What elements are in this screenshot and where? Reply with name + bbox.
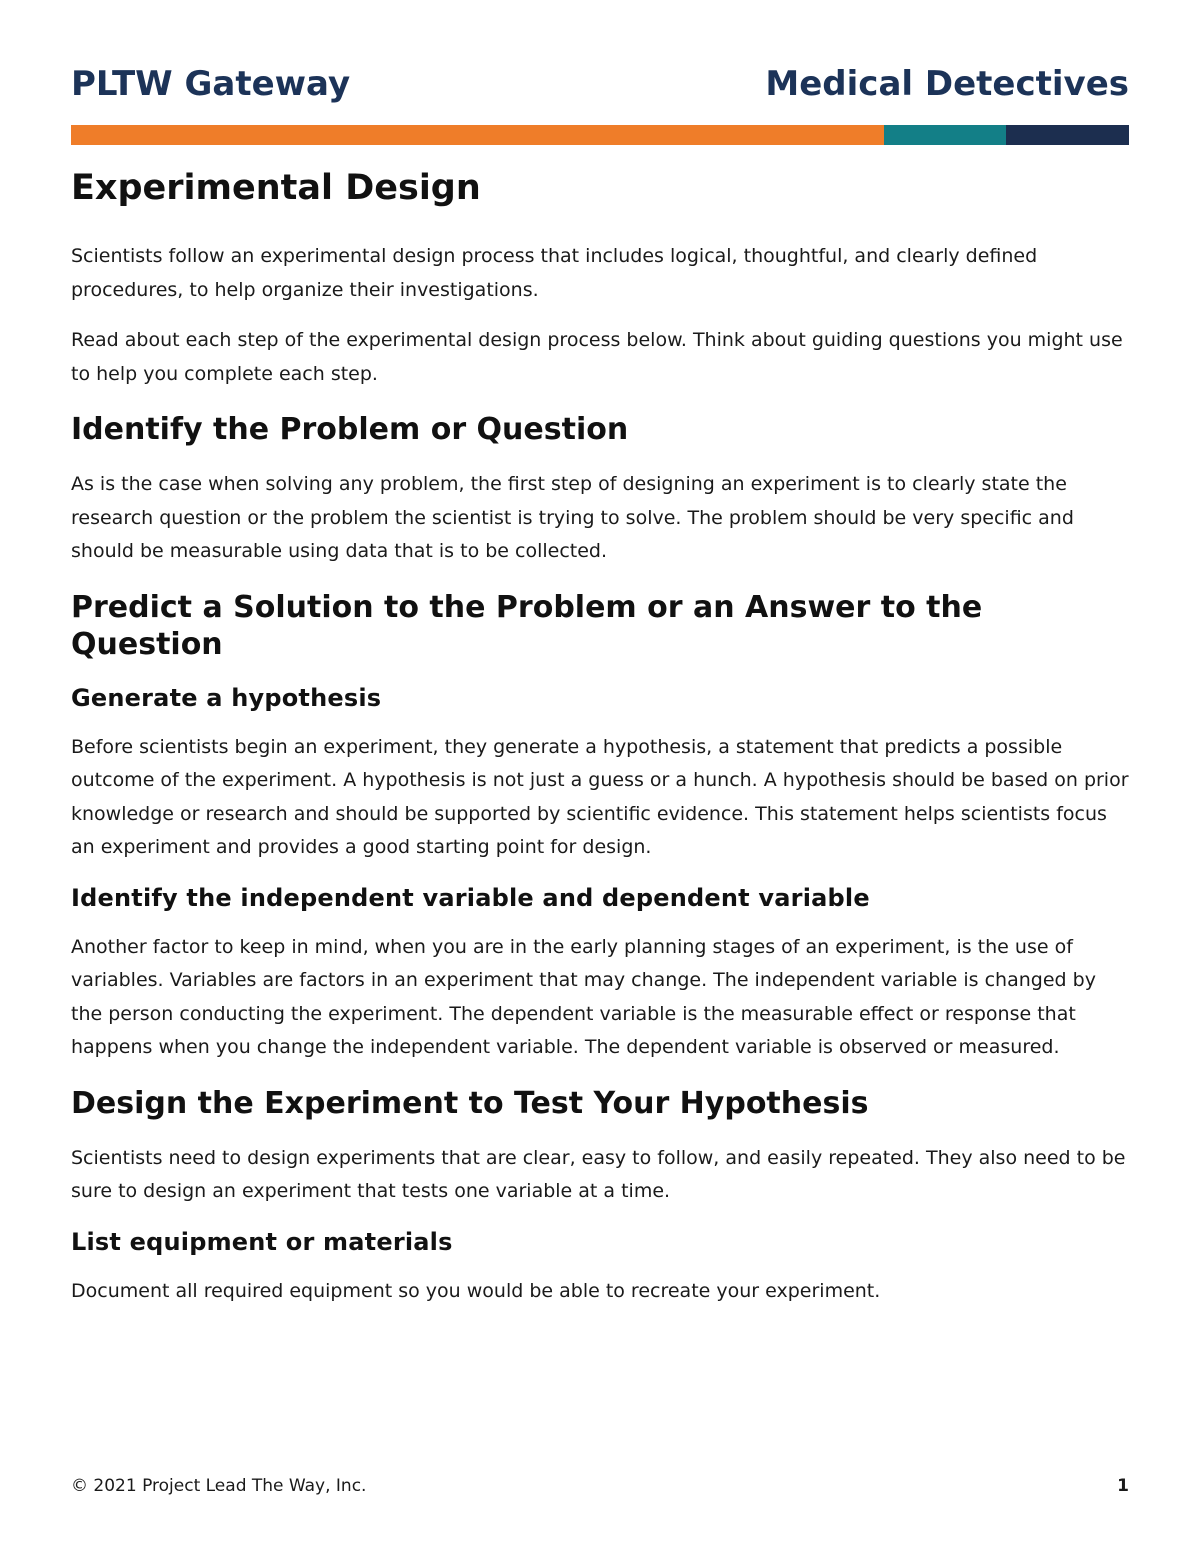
page-header [71, 62, 1129, 106]
header-bar-teal [884, 125, 1006, 145]
header-bar-orange [71, 125, 884, 145]
subsection-heading: Generate a hypothesis [71, 683, 382, 712]
header-bar-navy [1006, 125, 1129, 145]
section-heading: Identify the Problem or Question [71, 412, 629, 447]
page-number: 1 [1117, 1476, 1129, 1496]
document-page [71, 0, 1129, 1553]
document-content [71, 166, 1129, 1325]
section-paragraph: Before scientists begin an experiment, they generate a hypothesis, a statement that predicts a possible outcome of the experiment. A hypothesis is not just a guess or a hunch. A hypothesis should be based on prior knowledge or research and should be supported by scientific evidence. This statement helps scientists focus an experiment and provides a good starting point for design. [71, 735, 1129, 858]
copyright-notice: © 2021 Project Lead The Way, Inc. [71, 1476, 367, 1496]
section-paragraph: Document all required equipment so you would be able to recreate your experiment. [71, 1279, 881, 1302]
section-heading: Predict a Solution to the Problem or an Answer to the Question [71, 589, 983, 662]
section-paragraph: As is the case when solving any problem, the first step of designing an experiment is to clearly state the research question or the problem the scientist is trying to solve. The problem should be very specific and should be measurable using data that is to be collected. [71, 473, 1074, 562]
course-title: PLTW Gateway [71, 64, 351, 104]
unit-title: Medical Detectives [765, 64, 1129, 104]
section-paragraph: Scientists need to design experiments that are clear, easy to follow, and easily repeated. They also need to be sure to design an experiment that tests one variable at a time. [71, 1146, 1126, 1202]
subsection-heading: List equipment or materials [71, 1227, 453, 1256]
intro-paragraph: Scientists follow an experimental design process that includes logical, thoughtful, and clearly defined procedures, to help organize their investigations. [71, 245, 1038, 301]
section-paragraph: Another factor to keep in mind, when you are in the early planning stages of an experiment, is the use of variables. Variables are factors in an experiment that may change. The independent variable is changed by the person conducting the experiment. The dependent variable is the measurable effect or response that happens when you change the independent variable. The dependent variable is observed or measured. [71, 935, 1096, 1058]
subsection-heading: Identify the independent variable and dependent variable [71, 883, 870, 912]
intro-paragraph: Read about each step of the experimental design process below. Think about guiding questions you might use to help you complete each step. [71, 329, 1123, 385]
document-title: Experimental Design [71, 168, 481, 208]
section-heading: Design the Experiment to Test Your Hypothesis [71, 1085, 869, 1121]
